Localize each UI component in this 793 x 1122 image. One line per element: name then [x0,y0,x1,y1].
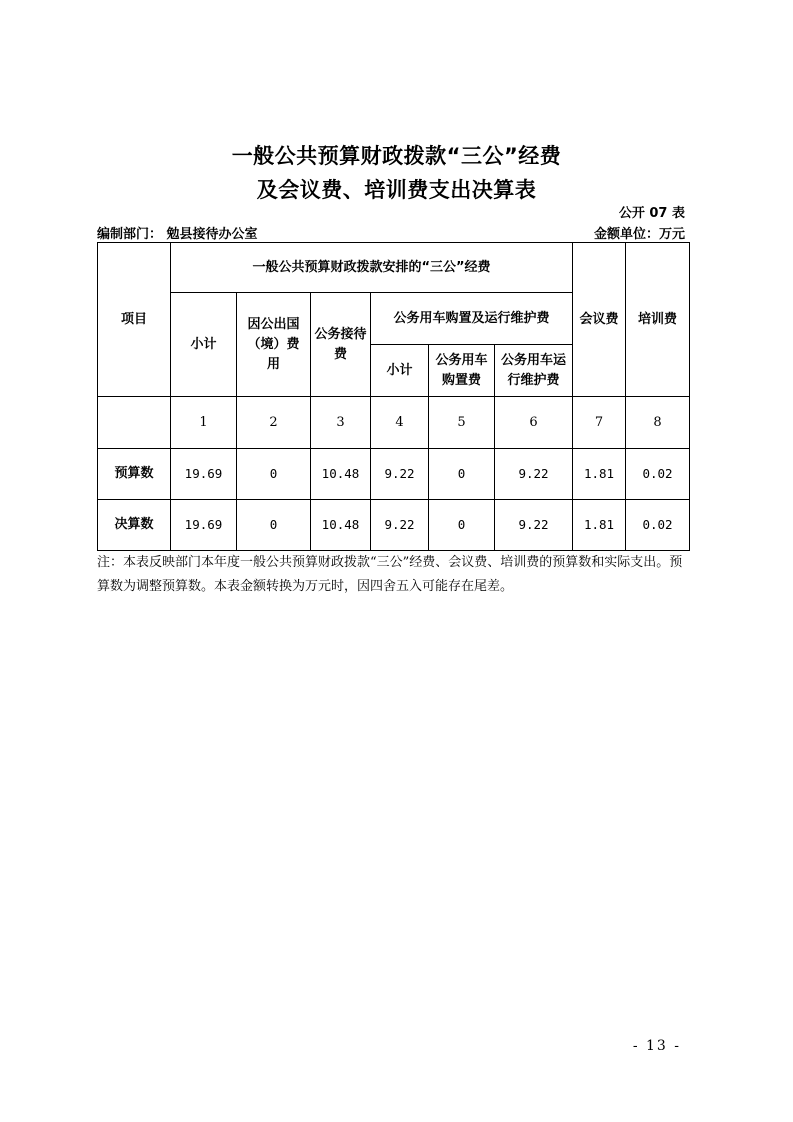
header-meeting: 会议费 [573,243,626,397]
column-number: 6 [495,397,573,449]
header-sangong-group: 一般公共预算财政拨款安排的“三公”经费 [171,243,573,293]
cell-value: 0 [429,449,495,500]
column-number: 2 [237,397,311,449]
header-abroad: 因公出国（境）费用 [237,293,311,397]
cell-value: 0.02 [626,500,690,551]
column-number: 7 [573,397,626,449]
cell-value: 9.22 [495,500,573,551]
column-number: 4 [371,397,429,449]
column-number-blank [98,397,171,449]
cell-value: 10.48 [311,500,371,551]
header-vehicle-purchase: 公务用车购置费 [429,345,495,397]
table-row-final [98,500,690,551]
row-label-final: 决算数 [98,500,171,551]
header-item: 项目 [98,243,171,397]
title-line-1: 一般公共预算财政拨款“三公”经费 [231,144,562,168]
title-line-2: 及会议费、培训费支出决算表 [256,178,537,202]
header-vehicle-subtotal: 小计 [371,345,429,397]
cell-value: 9.22 [371,500,429,551]
unit-label: 金额单位：万元 [593,227,685,242]
form-number: 公开 07 表 [618,206,685,221]
cell-value: 19.69 [171,500,237,551]
header-training: 培训费 [626,243,690,397]
table-row-budget [98,449,690,500]
cell-value: 9.22 [371,449,429,500]
cell-value: 0 [429,500,495,551]
table-note: 注：本表反映部门本年度一般公共预算财政拨款“三公”经费、会议费、培训费的预算数和实际支出。预算数为调整预算数。本表金额转换为万元时，因四舍五入可能存在尾差。 [97,555,683,594]
expenditure-table [97,242,690,551]
cell-value: 1.81 [573,449,626,500]
row-label-budget: 预算数 [98,449,171,500]
cell-value: 9.22 [495,449,573,500]
page-number: - 13 - [632,1038,681,1054]
header-vehicle-operation: 公务用车运行维护费 [495,345,573,397]
column-number: 3 [311,397,371,449]
cell-value: 10.48 [311,449,371,500]
column-number: 5 [429,397,495,449]
cell-value: 1.81 [573,500,626,551]
cell-value: 19.69 [171,449,237,500]
header-subtotal: 小计 [171,293,237,397]
cell-value: 0 [237,449,311,500]
cell-value: 0.02 [626,449,690,500]
cell-value: 0 [237,500,311,551]
header-reception: 公务接待费 [311,293,371,397]
column-number: 1 [171,397,237,449]
column-number: 8 [626,397,690,449]
department-label: 编制部门： 勉县接待办公室 [97,227,258,242]
header-vehicle-group: 公务用车购置及运行维护费 [371,293,573,345]
column-number-row [98,397,690,449]
